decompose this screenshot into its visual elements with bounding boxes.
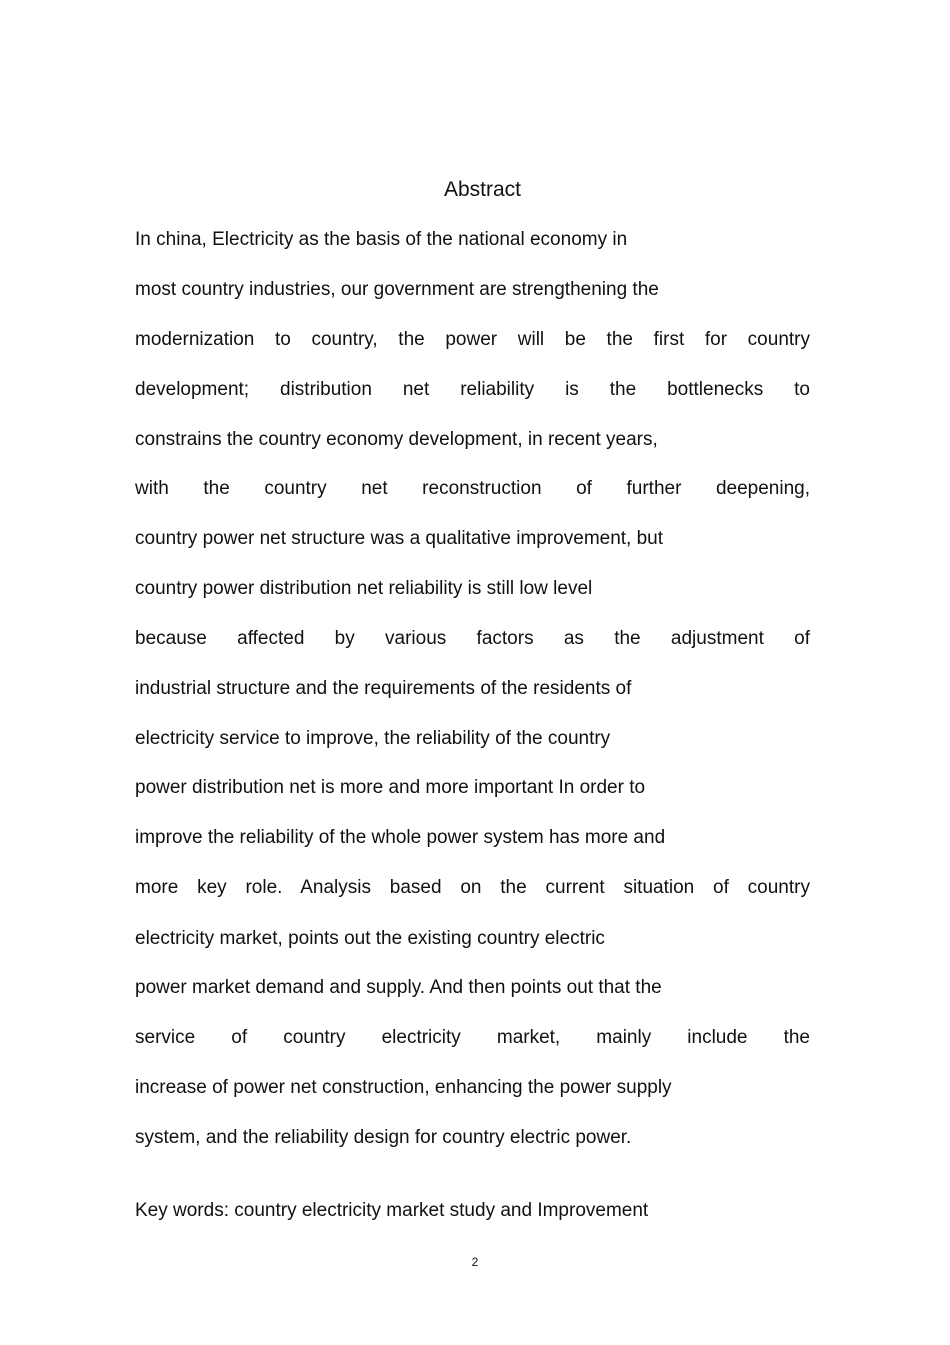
abstract-line: more key role. Analysis based on the current situation of country [135, 877, 810, 898]
abstract-line: increase of power net construction, enhancing the power supply [135, 1077, 672, 1098]
abstract-line: service of country electricity market, mainly include the [135, 1027, 810, 1048]
keywords: Key words: country electricity market study and Improvement [135, 1200, 649, 1221]
abstract-line: with the country net reconstruction of further deepening, [135, 478, 810, 499]
abstract-line: modernization to country, the power will be the first for country [135, 329, 810, 350]
abstract-line: because affected by various factors as the adjustment of [135, 628, 810, 649]
abstract-line: system, and the reliability design for country electric power. [135, 1127, 632, 1148]
abstract-title: Abstract [443, 178, 522, 201]
abstract-line: most country industries, our government are strengthening the [135, 279, 659, 300]
abstract-line: industrial structure and the requirements of the residents of [135, 678, 632, 699]
abstract-line: electricity market, points out the existing country electric [135, 928, 605, 949]
abstract-line: country power net structure was a qualitative improvement, but [135, 528, 664, 549]
abstract-line: development; distribution net reliability is the bottlenecks to [135, 379, 810, 400]
abstract-line: electricity service to improve, the reliability of the country [135, 728, 611, 749]
abstract-line: power market demand and supply. And then points out that the [135, 977, 662, 998]
abstract-line: constrains the country economy development, in recent years, [135, 429, 658, 450]
abstract-line: power distribution net is more and more important In order to [135, 777, 646, 798]
abstract-line: improve the reliability of the whole power system has more and [135, 827, 666, 848]
abstract-line: country power distribution net reliability is still low level [135, 578, 593, 599]
abstract-line: In china, Electricity as the basis of the national economy in [135, 229, 628, 250]
page-number: 2 [471, 1255, 479, 1269]
